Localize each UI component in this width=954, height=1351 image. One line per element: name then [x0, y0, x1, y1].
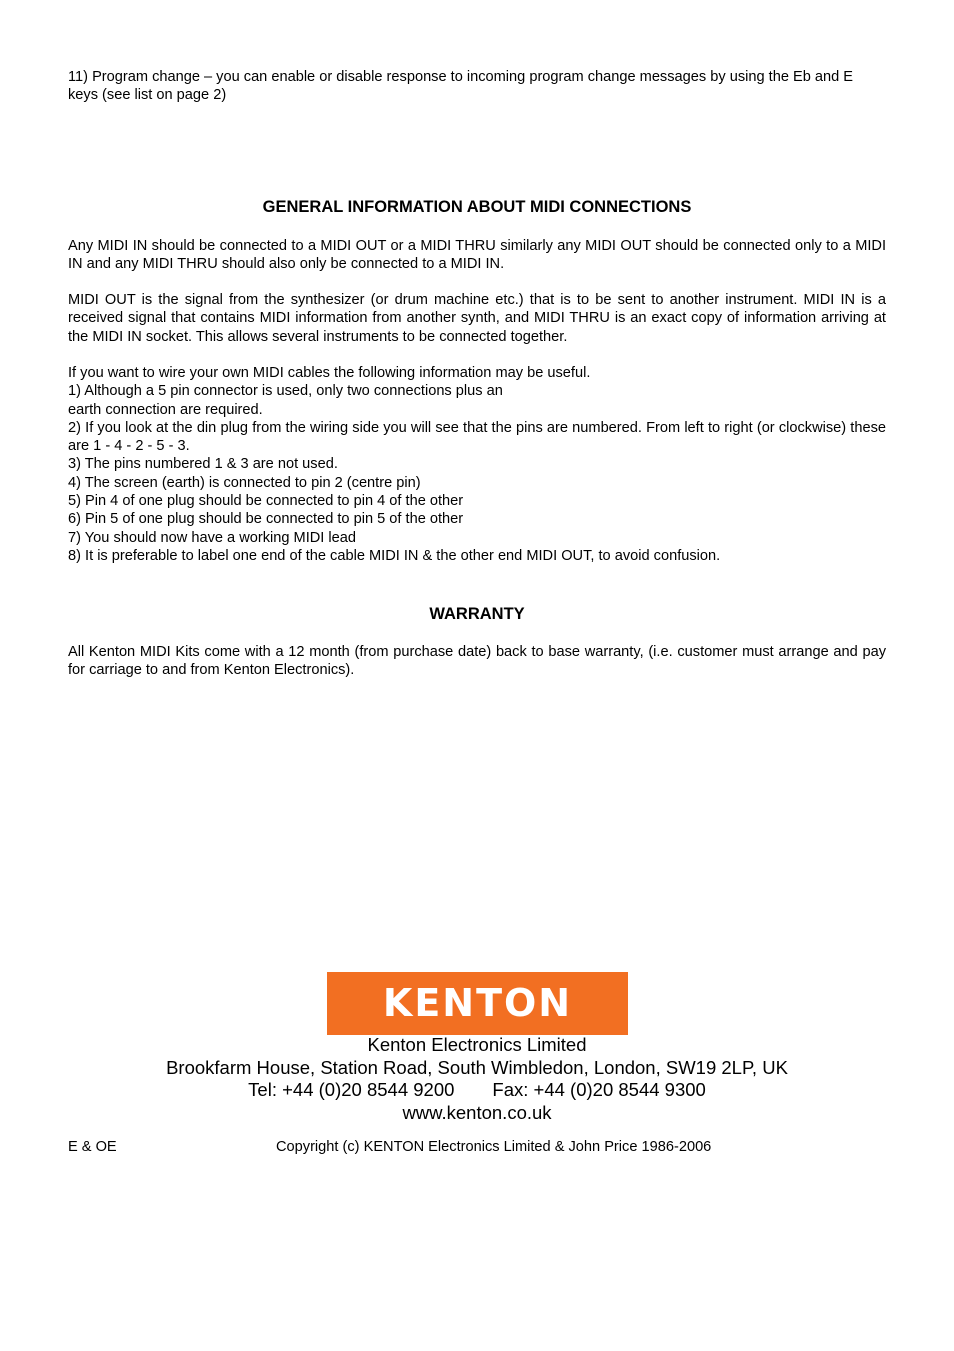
midi-section-heading: GENERAL INFORMATION ABOUT MIDI CONNECTIONS: [262, 198, 692, 216]
wiring-step: 3) The pins numbered 1 & 3 are not used.: [68, 456, 338, 473]
phone-fax-line: [68, 1079, 886, 1102]
website-link[interactable]: www.kenton.co.uk: [402, 1101, 552, 1123]
fax-number: Fax: +44 (0)20 8544 9300: [492, 1079, 706, 1100]
wiring-intro: If you want to wire your own MIDI cables the following information may be useful.: [68, 365, 591, 381]
copyright-notice: Copyright (c) KENTON Electronics Limited & John Price 1986-2006: [276, 1139, 712, 1155]
midi-signal-description: MIDI OUT is the signal from the synthesizer (or drum machine etc.) that is to be sent to another instrument. MIDI IN is a received signal that contains MIDI information from another synth, and MIDI THRU is an exact copy of information arriving at the MIDI IN socket. This allows several instruments to be connected together.: [68, 292, 886, 345]
company-address: Brookfarm House, Station Road, South Wimbledon, London, SW19 2LP, UK: [166, 1056, 788, 1078]
wiring-instructions: [68, 364, 886, 565]
logo-text: KENTON: [382, 981, 573, 1025]
warranty-text: All Kenton MIDI Kits come with a 12 month (from purchase date) back to base warranty, (i.e. customer must arrange and pay for carriage to and from Kenton Electronics).: [68, 644, 886, 679]
wiring-step: 5) Pin 4 of one plug should be connected to pin 4 of the other: [68, 493, 464, 510]
wiring-step: 2) If you look at the din plug from the wiring side you will see that the pins are numbered. From left to right (or clockwise) these are 1 - 4 - 2 - 5 - 3.: [68, 419, 886, 455]
company-name: Kenton Electronics Limited: [367, 1034, 587, 1055]
telephone-number: Tel: +44 (0)20 8544 9200: [248, 1079, 455, 1100]
wiring-step: 1) Although a 5 pin connector is used, only two connections plus an: [68, 383, 503, 400]
errors-omissions-note: E & OE: [68, 1139, 117, 1155]
program-change-note: 11) Program change – you can enable or disable response to incoming program change messages by using the Eb and E keys (see list on page 2): [68, 69, 854, 104]
kenton-logo: [327, 972, 628, 1035]
contact-block: [68, 1034, 886, 1124]
wiring-step: earth connection are required.: [68, 401, 263, 418]
warranty-heading: WARRANTY: [429, 605, 525, 623]
wiring-step: 6) Pin 5 of one plug should be connected to pin 5 of the other: [68, 511, 464, 528]
wiring-step: 8) It is preferable to label one end of the cable MIDI IN & the other end MIDI OUT, to avoid confusion.: [68, 547, 721, 564]
wiring-step: 4) The screen (earth) is connected to pin 2 (centre pin): [68, 474, 421, 491]
wiring-step: 7) You should now have a working MIDI lead: [68, 529, 356, 546]
midi-connection-rules: Any MIDI IN should be connected to a MIDI OUT or a MIDI THRU similarly any MIDI OUT should be connected only to a MIDI IN and any MIDI THRU should also only be connected to a MIDI IN.: [68, 238, 886, 273]
